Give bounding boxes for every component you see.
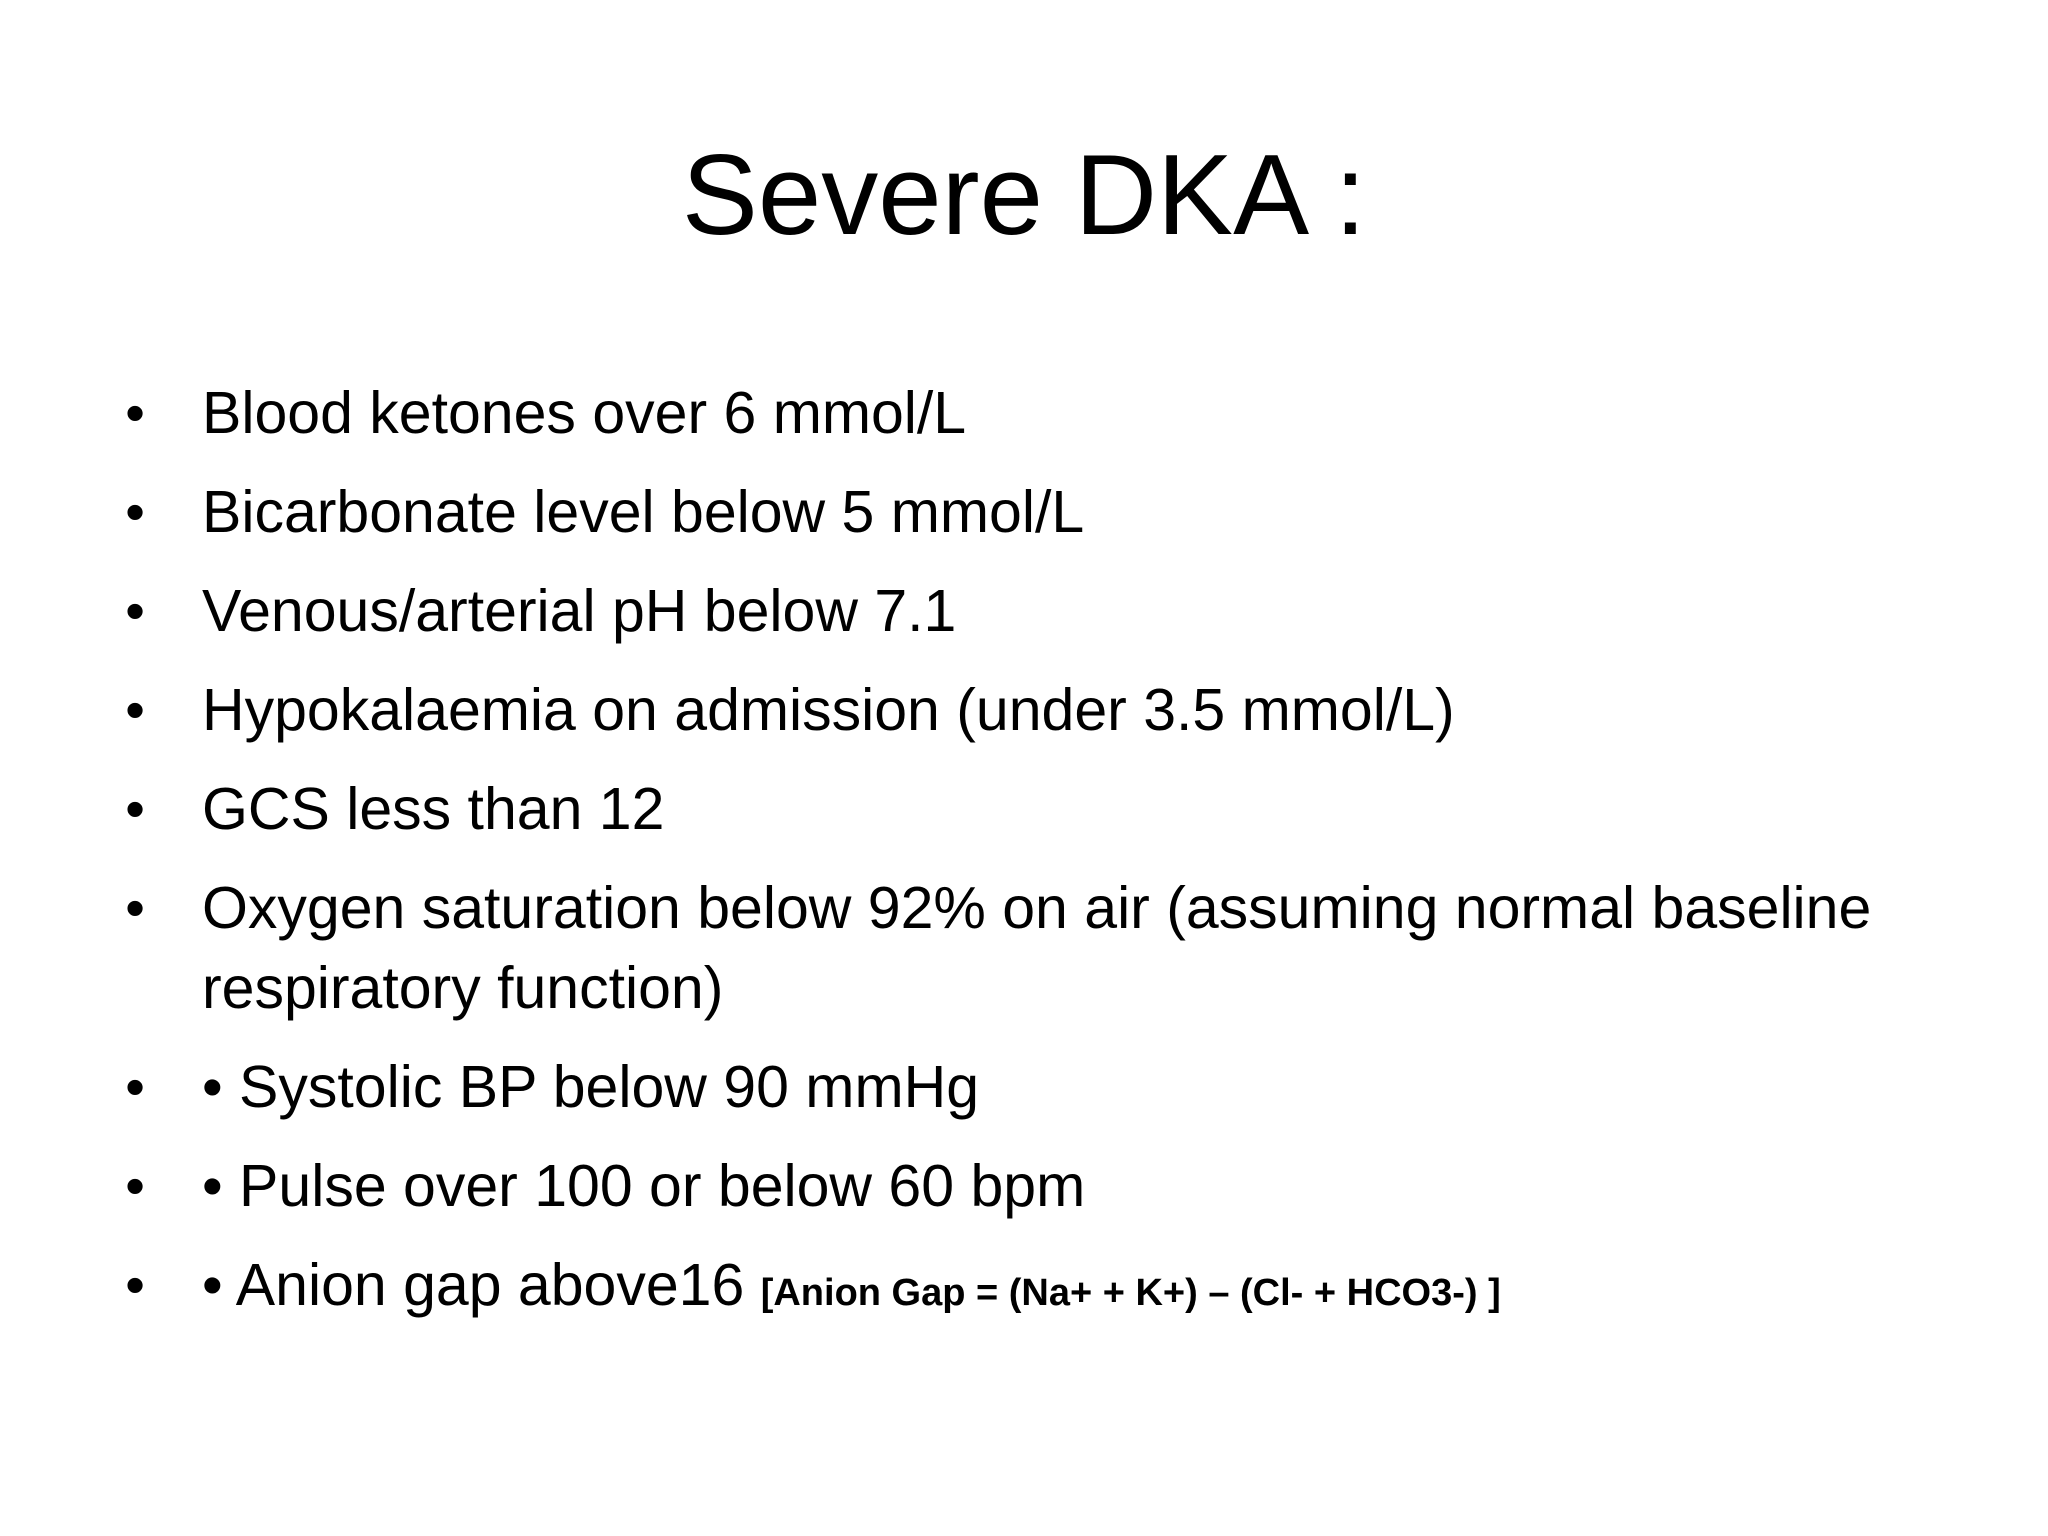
bullet-icon: • <box>125 777 145 840</box>
list-item <box>120 1245 1940 1333</box>
list-item-text: Bicarbonate level below 5 mmol/L <box>202 479 1085 545</box>
bullet-icon: • <box>125 1055 145 1118</box>
list-item <box>120 769 1940 849</box>
slide-title: Severe DKA : <box>681 132 1367 259</box>
bullet-icon: • <box>125 579 145 642</box>
anion-gap-formula: [Anion Gap = (Na+ + K+) – (Cl- + HCO3-) ] <box>760 1272 1501 1314</box>
bullet-icon: • <box>125 381 145 444</box>
list-item-text: Venous/arterial pH below 7.1 <box>202 578 957 644</box>
list-item <box>120 868 1940 1028</box>
list-item <box>120 1047 1940 1127</box>
bullet-icon: • <box>125 1154 145 1217</box>
list-item-text: • Systolic BP below 90 mmHg <box>202 1054 980 1120</box>
list-item-text: Oxygen saturation below 92% on air (assuming normal baseline respiratory function) <box>202 875 1872 1021</box>
bullet-list <box>120 373 1940 1352</box>
bullet-icon: • <box>125 480 145 543</box>
list-item <box>120 472 1940 552</box>
list-item-text: • Pulse over 100 or below 60 bpm <box>202 1153 1086 1219</box>
bullet-icon: • <box>125 876 145 939</box>
list-item-text: Hypokalaemia on admission (under 3.5 mmol/L) <box>202 677 1455 743</box>
bullet-icon: • <box>125 1253 145 1316</box>
list-item <box>120 373 1940 453</box>
list-item-text: Blood ketones over 6 mmol/L <box>202 380 967 446</box>
list-item <box>120 670 1940 750</box>
list-item-text: GCS less than 12 <box>202 776 665 842</box>
list-item-text: • Anion gap above16 <box>202 1252 745 1318</box>
list-item <box>120 571 1940 651</box>
list-item <box>120 1146 1940 1226</box>
bullet-icon: • <box>125 678 145 741</box>
